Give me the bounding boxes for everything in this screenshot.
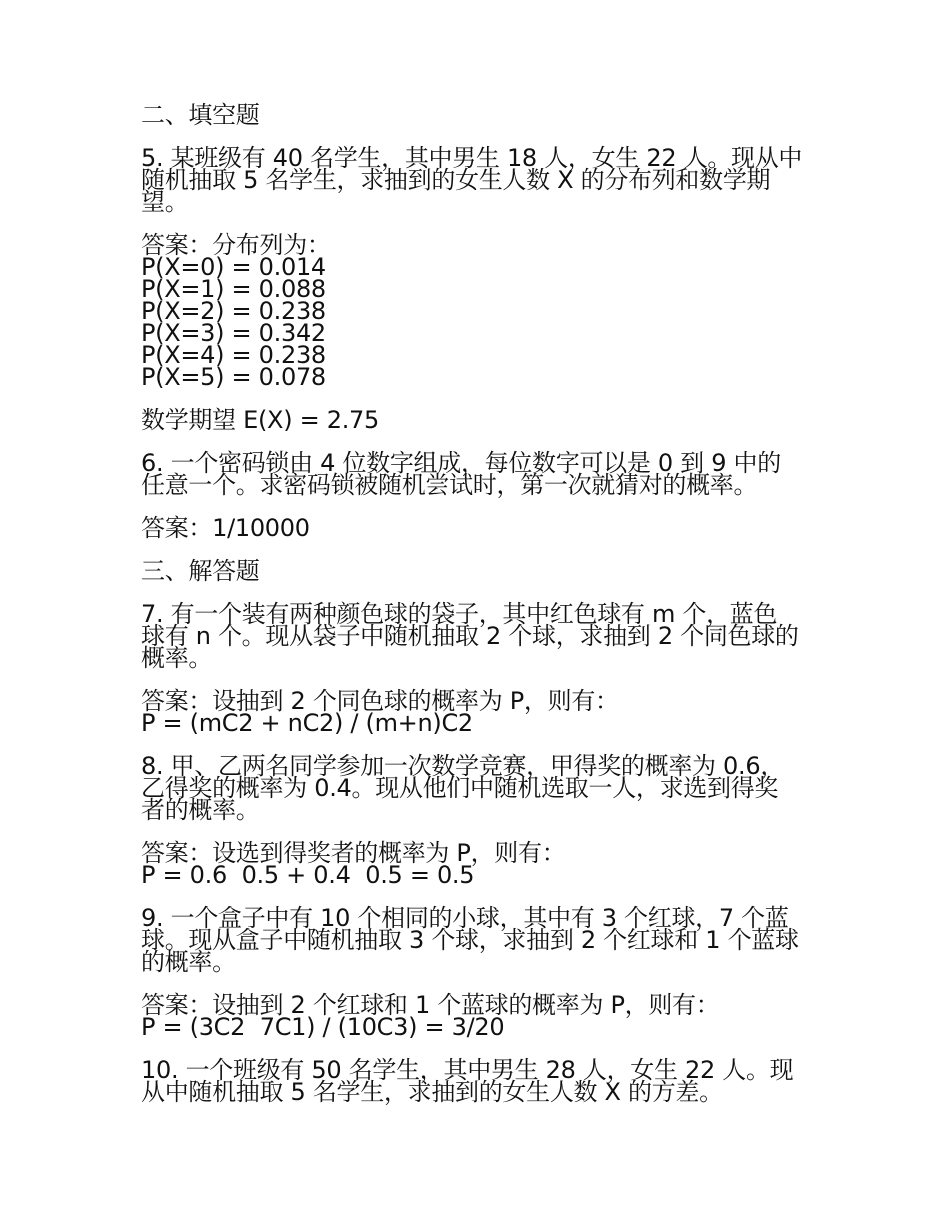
answer-5-expectation: 数学期望 E(X) = 2.75 [141, 406, 379, 434]
answer-5-line: P(X=3) = 0.342 [141, 319, 326, 347]
question-9-line: 的概率。 [141, 948, 236, 976]
answer-5-distribution [141, 231, 831, 391]
answer-5-line: P(X=0) = 0.014 [141, 253, 326, 281]
question-7-line: 球有 n 个。现从袋子中随机抽取 2 个球，求抽到 2 个同色球的 [141, 622, 799, 650]
answer-9 [141, 991, 831, 1041]
question-6-line: 6. 一个密码锁由 4 位数字组成，每位数字可以是 0 到 9 中的 [141, 449, 781, 477]
question-8-line: 乙得奖的概率为 0.4。现从他们中随机选取一人，求选到得奖 [141, 774, 779, 802]
question-9 [141, 904, 831, 976]
answer-5-line: P(X=5) = 0.078 [141, 363, 326, 391]
question-7-line: 7. 有一个装有两种颜色球的袋子，其中红色球有 m 个，蓝色 [141, 600, 778, 628]
question-8-line: 者的概率。 [141, 796, 260, 824]
question-9-line: 球。现从盒子中随机抽取 3 个球，求抽到 2 个红球和 1 个蓝球 [141, 926, 799, 954]
section-2-title: 二、填空题 [141, 101, 260, 129]
question-6 [141, 449, 831, 499]
section-3-title: 三、解答题 [141, 557, 260, 585]
document-page [141, 101, 831, 1124]
question-9-line: 9. 一个盒子中有 10 个相同的小球，其中有 3 个红球，7 个蓝 [141, 904, 789, 932]
answer-9-line: 答案：设抽到 2 个红球和 1 个蓝球的概率为 P，则有： [141, 991, 720, 1019]
question-5-line: 随机抽取 5 名学生，求抽到的女生人数 X 的分布列和数学期 [141, 166, 771, 194]
question-8-line: 8. 甲、乙两名同学参加一次数学竞赛，甲得奖的概率为 0.6， [141, 752, 785, 780]
answer-5-line: P(X=1) = 0.088 [141, 275, 326, 303]
question-6-line: 任意一个。求密码锁被随机尝试时，第一次就猜对的概率。 [141, 471, 758, 499]
question-5 [141, 144, 831, 216]
answer-8 [141, 839, 831, 889]
answer-5-line: P(X=2) = 0.238 [141, 297, 326, 325]
answer-7 [141, 687, 831, 737]
question-8 [141, 752, 831, 824]
question-10-line: 10. 一个班级有 50 名学生，其中男生 28 人，女生 22 人。现 [141, 1056, 794, 1084]
answer-9-line: P = (3C2 7C1) / (10C3) = 3/20 [141, 1013, 505, 1041]
answer-6: 答案：1/10000 [141, 514, 310, 542]
answer-5-line: P(X=4) = 0.238 [141, 341, 326, 369]
question-7-line: 概率。 [141, 644, 213, 672]
question-10-line: 从中随机抽取 5 名学生，求抽到的女生人数 X 的方差。 [141, 1078, 723, 1106]
answer-7-line: P = (mC2 + nC2) / (m+n)C2 [141, 709, 473, 737]
question-7 [141, 600, 831, 672]
question-5-line: 5. 某班级有 40 名学生，其中男生 18 人，女生 22 人。现从中 [141, 144, 803, 172]
question-5-line: 望。 [141, 188, 189, 216]
answer-7-line: 答案：设抽到 2 个同色球的概率为 P，则有： [141, 687, 619, 715]
question-10 [141, 1056, 831, 1106]
answer-8-line: P = 0.6 0.5 + 0.4 0.5 = 0.5 [141, 861, 475, 889]
answer-8-line: 答案：设选到得奖者的概率为 P，则有： [141, 839, 566, 867]
answer-5-line: 答案：分布列为： [141, 231, 331, 259]
